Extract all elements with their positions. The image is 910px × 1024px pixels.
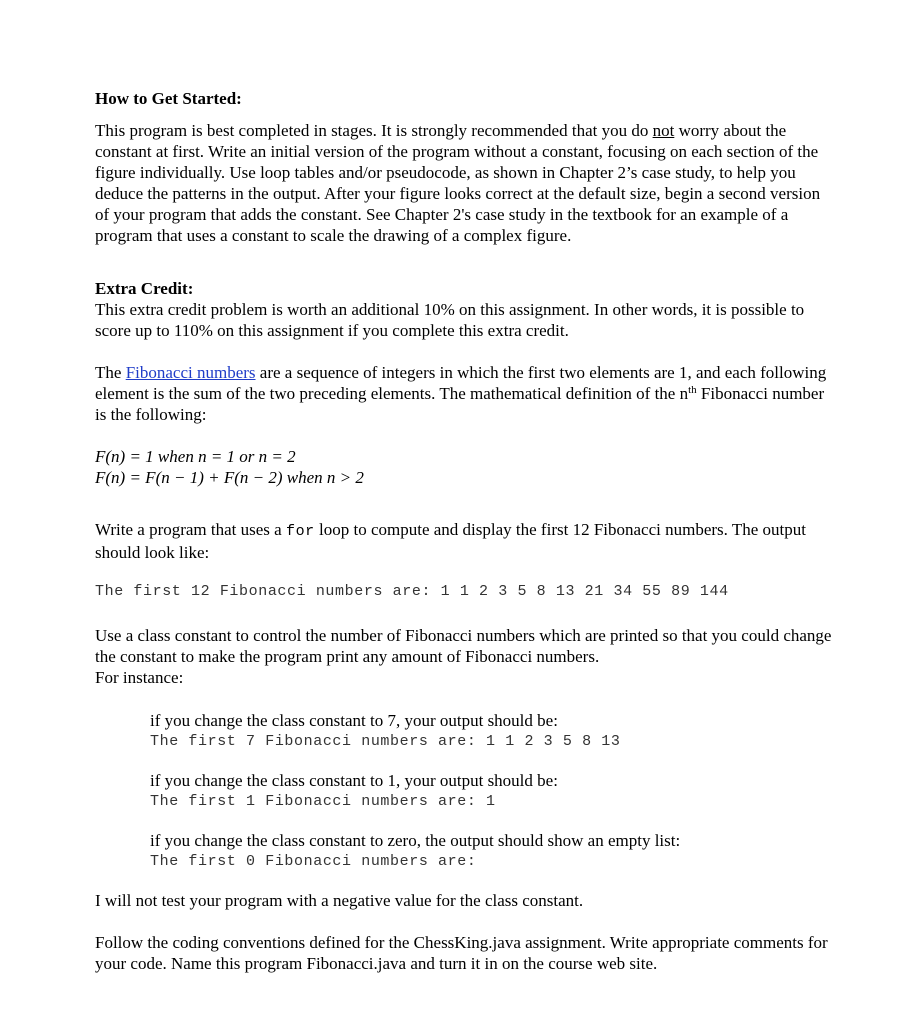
document-page [95, 88, 835, 974]
for-keyword-code: for [285, 523, 315, 540]
fibonacci-definition-paragraph: The Fibonacci numbers are a sequence of integers in which the first two elements are 1, and each following element is the sum of the two preceding elements. The mathematical definition of the $n^{th}$ Fibonacci number is the following: [95, 363, 827, 424]
class-constant-instruction: Use a class constant to control the number of Fibonacci numbers which are printed so that you could change the constant to make the program print any amount of Fibonacci numbers. [95, 626, 832, 666]
fibonacci-formula [95, 446, 835, 488]
example-7 [150, 710, 835, 752]
coding-conventions-paragraph: Follow the coding conventions defined for the ChessKing.java assignment. Write appropriate comments for your code. Name this program Fibonacci.java and turn it in on the course web site. [95, 933, 828, 973]
extra-credit-intro: This extra credit problem is worth an additional 10% on this assignment. In other words, it is possible to score up to 110% on this assignment if you complete this extra credit. [95, 300, 805, 340]
formula-line-1: F(n) = 1 when n = 1 or n = 2 [95, 447, 296, 466]
example-text: if you change the class constant to 7, your output should be: [150, 711, 558, 730]
formula-line-2: F(n) = F(n − 1) + F(n − 2) when n > 2 [95, 468, 364, 487]
example-output: The first 1 Fibonacci numbers are: 1 [150, 793, 496, 810]
example-text: if you change the class constant to 1, your output should be: [150, 771, 558, 790]
negative-value-note: I will not test your program with a negative value for the class constant. [95, 891, 584, 910]
fibonacci-numbers-link[interactable]: Fibonacci numbers [125, 363, 256, 382]
sample-output-12: The first 12 Fibonacci numbers are: 1 1 2 3 5 8 13 21 34 55 89 144 [95, 583, 729, 600]
example-1 [150, 770, 835, 812]
getting-started-paragraph: This program is best completed in stages. It is strongly recommended that you do not worry about the constant at first. Write an initial version of the program without a constant, focusing on each section of the figure individually. Use loop tables and/or pseudocode, as shown in Chapter 2’s case study, to help you deduce the patterns in the output. After your figure looks correct at the default size, begin a second version of your program that adds the constant. See Chapter 2's case study in the textbook for an example of a program that uses a constant to scale the drawing of a complex figure. [95, 121, 821, 245]
example-output: The first 7 Fibonacci numbers are: 1 1 2 3 5 8 13 [150, 733, 621, 750]
example-output: The first 0 Fibonacci numbers are: [150, 853, 477, 870]
for-instance-label: For instance: [95, 668, 184, 687]
extra-credit-heading: Extra Credit: [95, 279, 194, 298]
emphasis-not: not [652, 121, 675, 140]
example-0 [150, 830, 835, 872]
example-text: if you change the class constant to zero, the output should show an empty list: [150, 831, 681, 850]
for-loop-instruction: Write a program that uses a for loop to compute and display the first 12 Fibonacci numbers. The output should look like: [95, 520, 806, 562]
getting-started-heading: How to Get Started: [95, 89, 242, 108]
